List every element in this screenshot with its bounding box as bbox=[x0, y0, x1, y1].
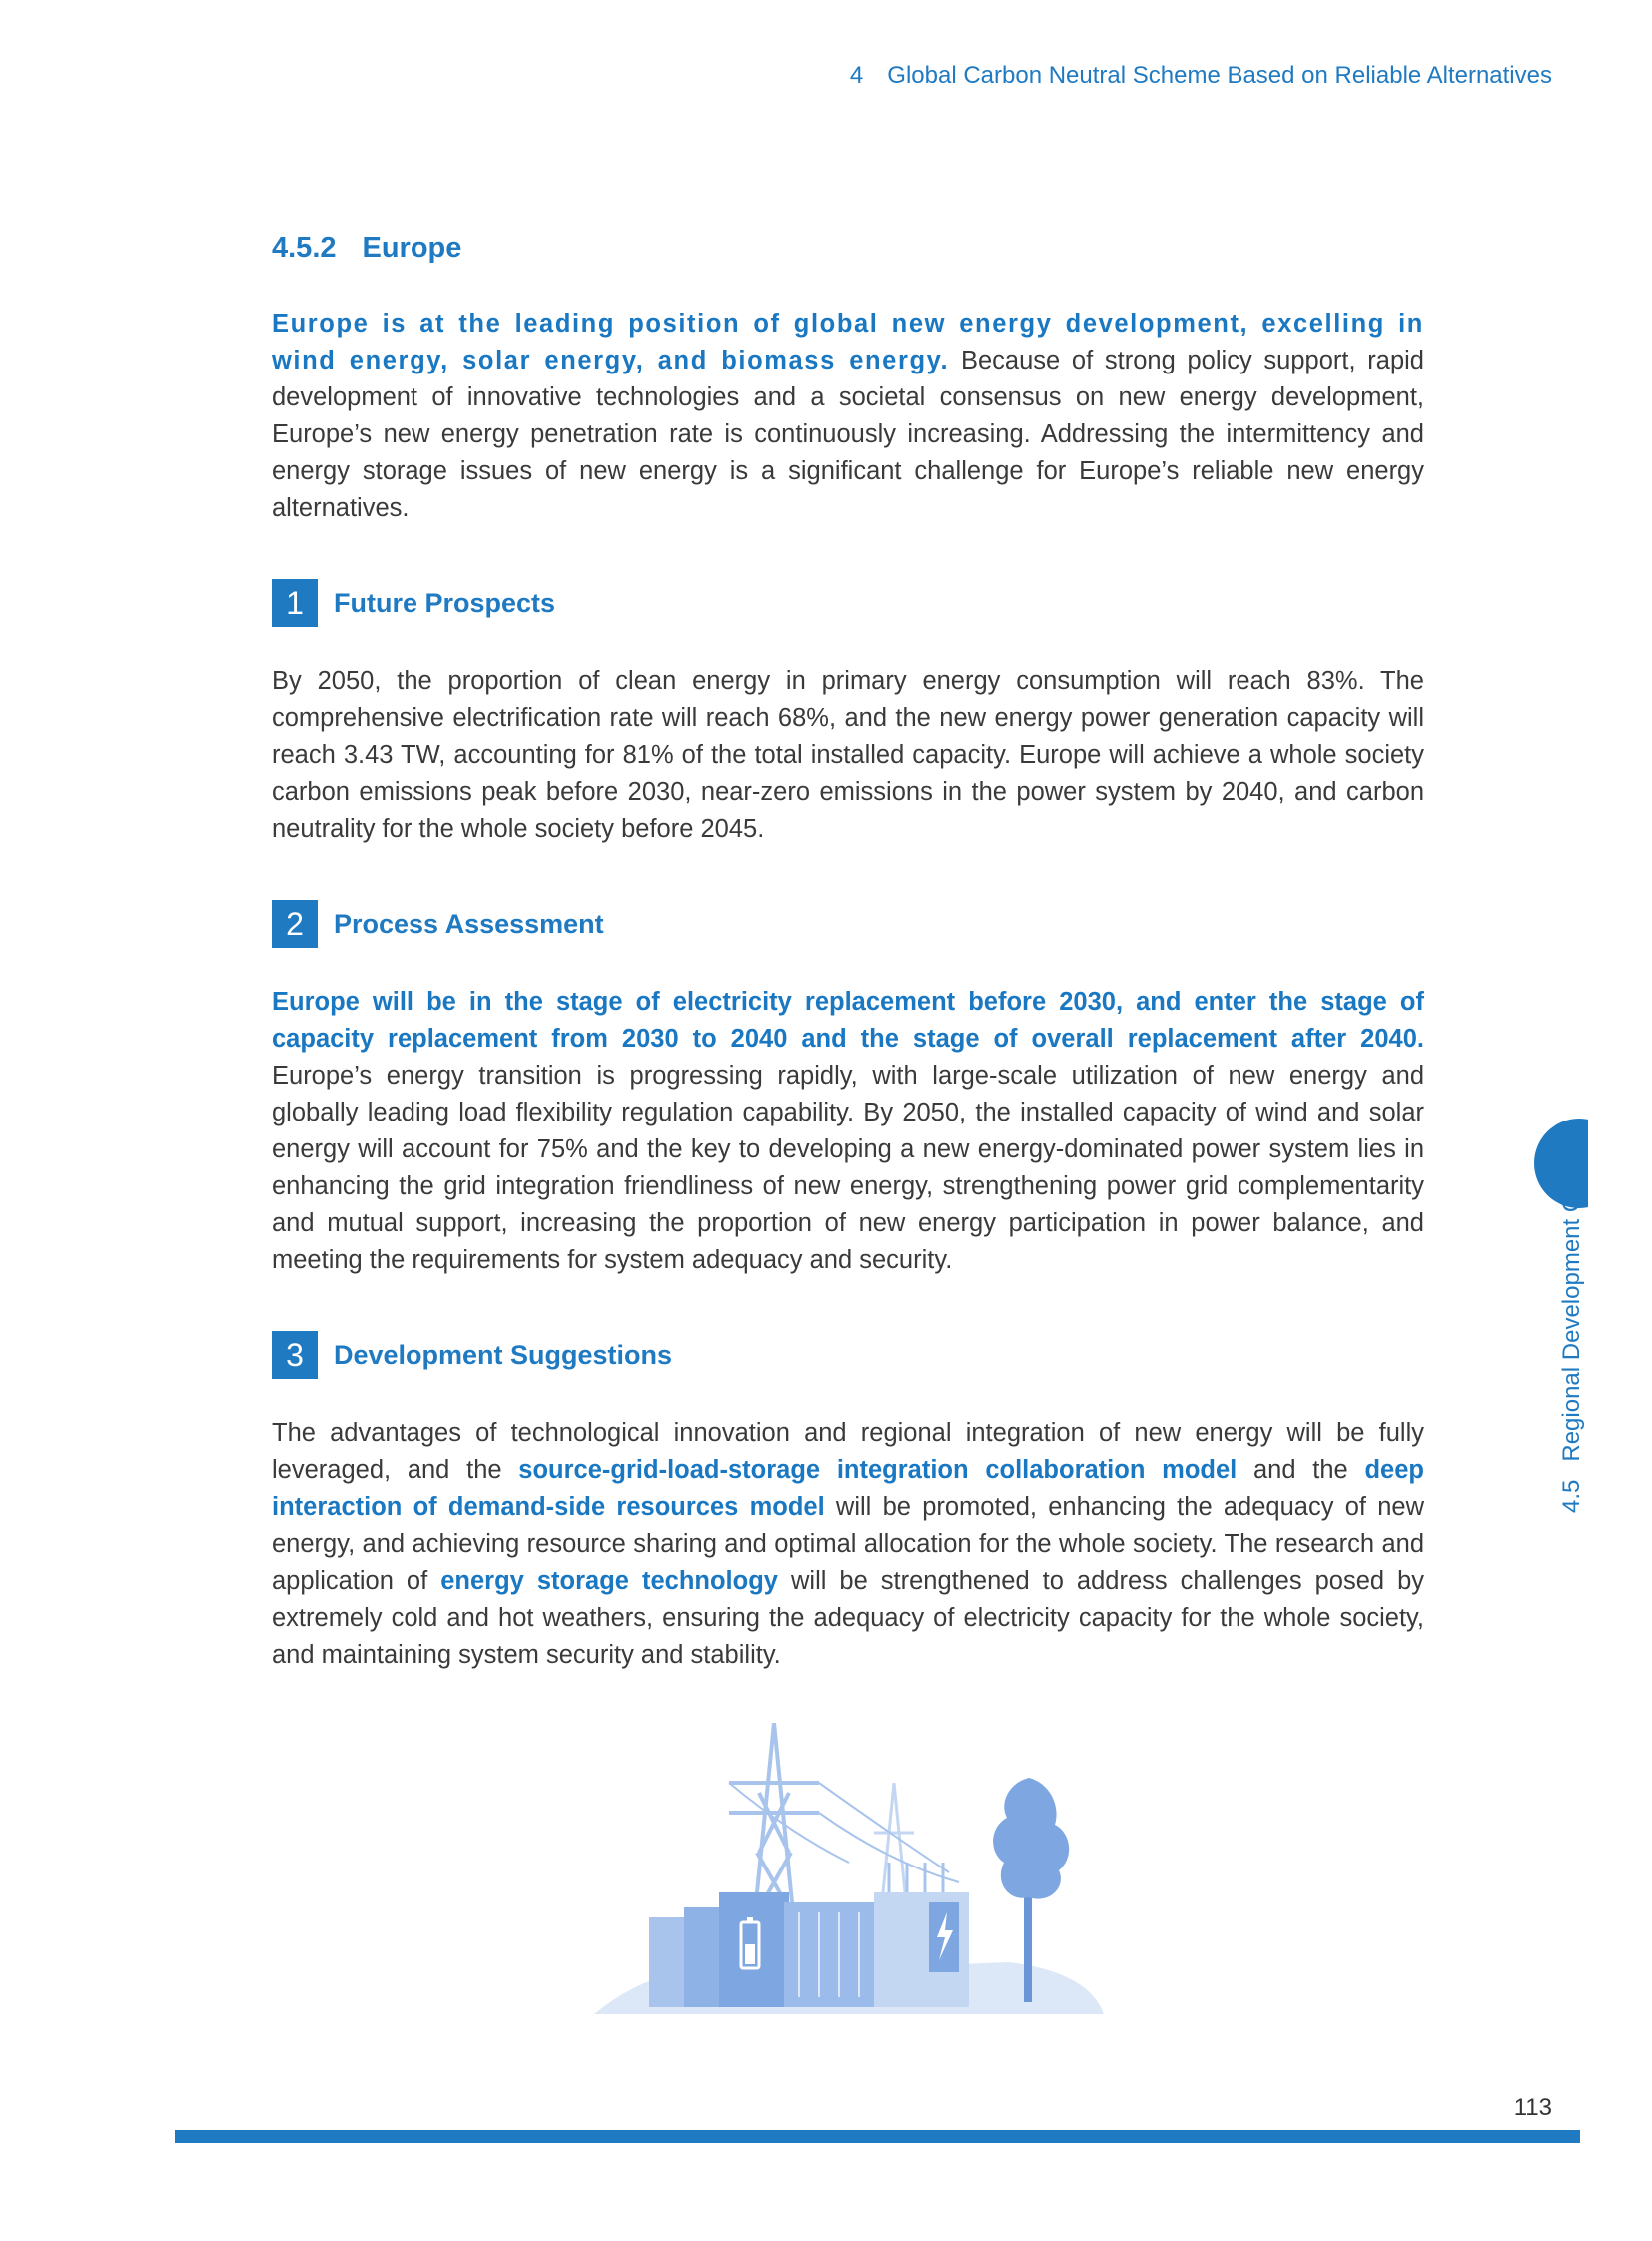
intro-text: Because of strong policy support, rapid development of innovative technologies and a societal consensus on new energy development, Europe’s new energy penetration rate is continuously increasing. Addressing the intermittency and energy storage issues of new energy is a significant challenge for Europe’s reliable new energy alternatives. bbox=[272, 347, 1424, 522]
intro-paragraph bbox=[272, 306, 1424, 527]
battery-cabinet bbox=[784, 1902, 874, 2007]
process-assessment-lead: Europe will be in the stage of electricity replacement before 2030, and enter the stage of capacity replacement from 2030 to 2040 and the stage of overall replacement after 2040. bbox=[272, 988, 1424, 1053]
chapter-number: 4 bbox=[849, 62, 864, 89]
section-number: 4.5.2 bbox=[272, 232, 337, 264]
intro-lead: Europe is at the leading position of global new energy development, excelling in wind energy, solar energy, and biomass energy. bbox=[272, 310, 1424, 374]
future-prospects-paragraph: By 2050, the proportion of clean energy in primary energy consumption will reach 83%. The comprehensive electrification rate will reach 68%, and the new energy power generation capacity will reach 3.43 TW, accounting for 81% of the total installed capacity. Europe will achieve a whole society carbon emissions peak before 2030, near-zero emissions in the power system by 2040, and carbon neutrality for the whole society before 2045. bbox=[272, 667, 1424, 843]
subsection-heading-development-suggestions bbox=[272, 1331, 1424, 1379]
tree-icon bbox=[993, 1778, 1069, 1899]
footer-bar bbox=[175, 2130, 1580, 2143]
process-assessment-paragraph bbox=[272, 984, 1424, 1279]
side-section-number: 4.5 bbox=[1558, 1479, 1585, 1513]
subsection-badge: 1 bbox=[272, 579, 318, 627]
text-part: and the bbox=[1237, 1456, 1365, 1484]
highlight-demand-side-model: deep interaction of demand-side resources model bbox=[272, 1456, 1424, 1521]
text-part: will be strengthened to address challenges posed by extremely cold and hot weathers, ensuring the adequacy of electricity capacity for the whole society, and maintaining system security and stability. bbox=[272, 1567, 1425, 1669]
subsection-heading-future-prospects bbox=[272, 579, 1424, 627]
subsection-badge: 2 bbox=[272, 900, 318, 948]
side-section-title: Regional Development Outlook bbox=[1558, 1129, 1585, 1462]
chapter-title: Global Carbon Neutral Scheme Based on Reliable Alternatives bbox=[887, 62, 1552, 89]
subsection-title: Development Suggestions bbox=[334, 1339, 673, 1370]
side-section-label bbox=[1558, 1129, 1586, 1513]
section-heading bbox=[272, 228, 1424, 268]
energy-storage-illustration bbox=[589, 1723, 1109, 2022]
subsection-heading-process-assessment bbox=[272, 900, 1424, 948]
highlight-integration-model: source-grid-load-storage integration collaboration model bbox=[518, 1456, 1238, 1484]
subsection-title: Process Assessment bbox=[334, 908, 604, 939]
running-header bbox=[850, 62, 1552, 90]
process-assessment-text: Europe’s energy transition is progressing rapidly, with large-scale utilization of new energy and globally leading load flexibility regulation capability. By 2050, the installed capacity of wind and solar energy will account for 75% and the key to developing a new energy-dominated power system lies in enhancing the grid integration friendliness of new energy, strengthening power grid complementarity and mutual support, increasing the proportion of new energy participation in power balance, and meeting the requirements for system adequacy and security. bbox=[272, 1062, 1424, 1274]
page-number: 113 bbox=[1513, 2094, 1552, 2121]
highlight-energy-storage: energy storage technology bbox=[440, 1567, 778, 1595]
text-part: will be promoted, enhancing the adequacy of new energy, and achieving resource sharing and optimal allocation for the whole society. The research and application of bbox=[272, 1493, 1424, 1595]
subsection-badge: 3 bbox=[272, 1331, 318, 1379]
text-part: The advantages of technological innovation and regional integration of new energy will be fully leveraged, and the bbox=[272, 1419, 1424, 1484]
tree-trunk bbox=[1024, 1892, 1032, 2002]
development-suggestions-paragraph bbox=[272, 1415, 1424, 1674]
subsection-title: Future Prospects bbox=[334, 587, 556, 618]
side-tab-clip bbox=[1588, 1109, 1652, 1218]
main-content bbox=[272, 228, 1424, 1674]
section-title: Europe bbox=[362, 232, 462, 264]
